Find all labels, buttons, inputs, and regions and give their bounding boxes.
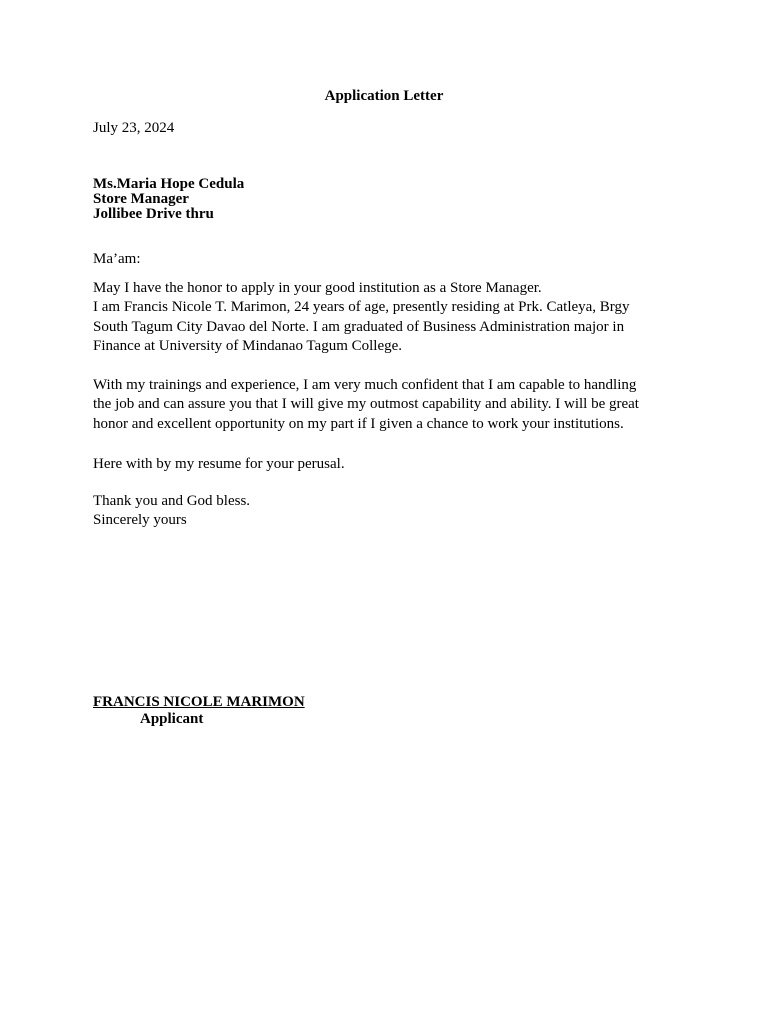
letter-date: July 23, 2024	[93, 120, 175, 136]
letter-title: Application Letter	[324, 88, 444, 104]
paragraph-line: the job and can assure you that I will give my outmost capability and ability. I will be great	[93, 396, 639, 413]
signature-role: Applicant	[140, 711, 204, 727]
body-paragraph-1	[93, 279, 630, 356]
recipient-company: Jollibee Drive thru	[93, 206, 214, 222]
paragraph-line: Finance at University of Mindanao Tagum College.	[93, 337, 403, 354]
paragraph-line: May I have the honor to apply in your good institution as a Store Manager.	[93, 280, 542, 296]
paragraph-line: With my trainings and experience, I am very much confident that I am capable to handling	[93, 377, 637, 393]
paragraph-line: I am Francis Nicole T. Marimon, 24 years of age, presently residing at Prk. Catleya, Brgy	[93, 299, 630, 316]
closing-thanks: Thank you and God bless.	[93, 493, 251, 509]
paragraph-line: honor and excellent opportunity on my part if I given a chance to work your institutions.	[93, 415, 624, 432]
closing-block	[93, 492, 250, 531]
recipient-position: Store Manager	[93, 191, 189, 207]
body-paragraph-3	[93, 455, 345, 474]
salutation: Ma’am:	[93, 251, 141, 267]
recipient-block	[93, 177, 244, 222]
paragraph-line: South Tagum City Davao del Norte. I am graduated of Business Administration major in	[93, 318, 625, 335]
signature-name: FRANCIS NICOLE MARIMON	[93, 694, 305, 710]
body-paragraph-2	[93, 376, 639, 434]
paragraph-line: Here with by my resume for your perusal.	[93, 456, 345, 472]
closing-sign-off: Sincerely yours	[93, 512, 187, 529]
recipient-name: Ms.Maria Hope Cedula	[93, 176, 245, 192]
